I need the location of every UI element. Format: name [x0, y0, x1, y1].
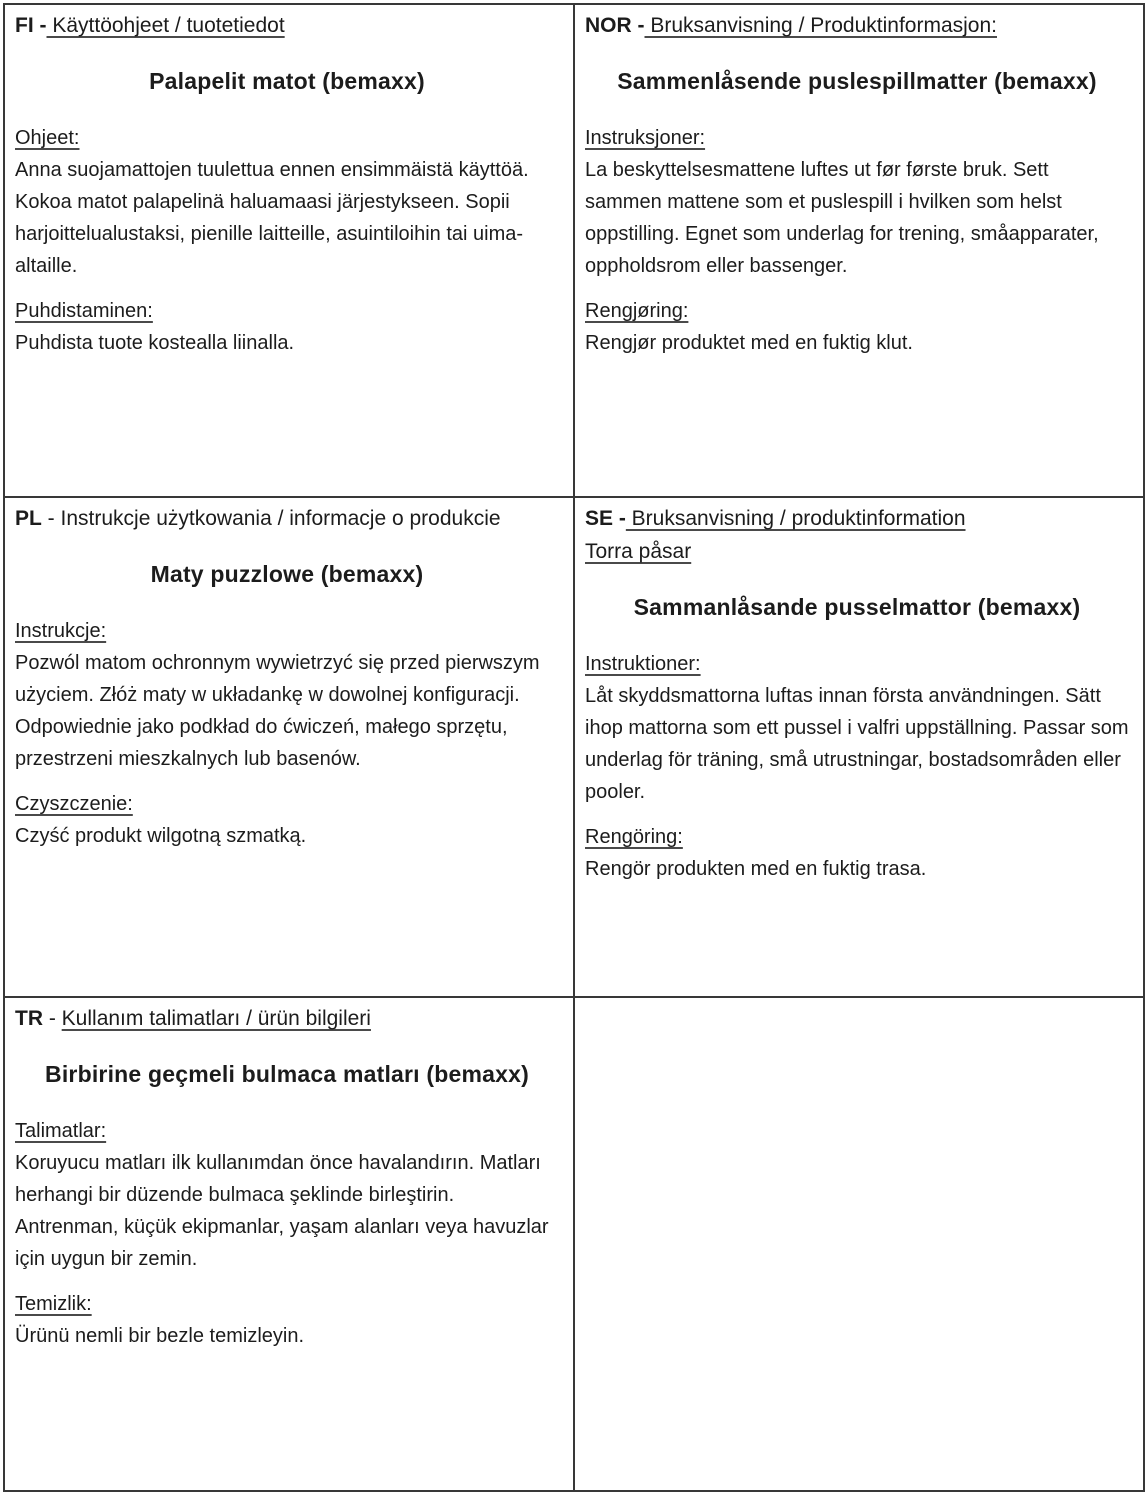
- section-body: Rengjør produktet med en fuktig klut.: [585, 332, 913, 354]
- lang-code-se: SE -: [585, 507, 626, 530]
- cell-nor: [575, 5, 1143, 498]
- instructions-section: [15, 122, 559, 282]
- section-label: Rengöring:: [585, 826, 683, 848]
- section-label: Czyszczenie:: [15, 793, 133, 815]
- section-body: Ürünü nemli bir bezle temizleyin.: [15, 1325, 305, 1347]
- product-title-fi: Palapelit matot (bemaxx): [149, 68, 425, 94]
- lang-code-tr: TR: [15, 1007, 43, 1030]
- lang-code-fi: FI -: [15, 14, 47, 37]
- section-body: Koruyucu matları ilk kullanımdan önce havalandırın. Matları herhangi bir düzende bulmaca şeklinde birleştirin. Antrenman, küçük ekipmanlar, yaşam alanları veya havuzlar için uygun bir zemin.: [15, 1152, 549, 1270]
- instruction-sheet-table: [3, 3, 1145, 1492]
- cell-nor-header: [585, 9, 1129, 42]
- cleaning-section: [15, 295, 559, 359]
- section-body: Czyść produkt wilgotną szmatką.: [15, 825, 307, 847]
- header-text: Kullanım talimatları / ürün bilgileri: [61, 1007, 371, 1030]
- section-label: Temizlik:: [15, 1293, 92, 1315]
- section-label: Talimatlar:: [15, 1120, 107, 1142]
- cell-pl-header: [15, 502, 559, 535]
- header-text: - Instrukcje użytkowania / informacje o produkcie: [41, 507, 501, 530]
- header-text: Käyttöohjeet / tuotetiedot: [46, 14, 285, 37]
- cell-pl: [5, 498, 575, 998]
- section-label: Ohjeet:: [15, 127, 80, 149]
- cleaning-section: [585, 821, 1129, 885]
- cell-se-header: [585, 502, 1129, 568]
- section-body: Anna suojamattojen tuulettua ennen ensimmäistä käyttöä. Kokoa matot palapelinä haluamaasi järjestykseen. Sopii harjoittelualustaksi, pienille laitteille, asuintiloihin tai uima-altaille.: [15, 159, 529, 277]
- product-title-se: Sammanlåsande pusselmattor (bemaxx): [633, 594, 1081, 620]
- header-line: [585, 9, 1129, 42]
- instructions-section: [15, 1115, 559, 1275]
- header-separator: -: [43, 1007, 62, 1030]
- section-body: La beskyttelsesmattene luftes ut før første bruk. Sett sammen mattene som et puslespill i hvilken som helst oppstilling. Egnet som underlag for trening, småapparater, oppholdsrom eller bassenger.: [585, 159, 1099, 277]
- section-label: Rengjøring:: [585, 300, 689, 322]
- section-body: Låt skyddsmattorna luftas innan första användningen. Sätt ihop mattorna som ett pussel i valfri uppställning. Passar som underlag för träning, små utrustningar, bostadsområden eller pooler.: [585, 685, 1129, 803]
- cell-se: [575, 498, 1143, 998]
- section-body: Rengör produkten med en fuktig trasa.: [585, 858, 927, 880]
- cell-empty: [575, 998, 1143, 1490]
- header-line: [585, 502, 1129, 535]
- cell-fi-header: [15, 9, 559, 42]
- header-line: [15, 1002, 559, 1035]
- section-label: Instrukcje:: [15, 620, 107, 642]
- section-label: Instruktioner:: [585, 653, 701, 675]
- section-body: Pozwól matom ochronnym wywietrzyć się przed pierwszym użyciem. Złóż maty w układankę w dowolnej konfiguracji. Odpowiednie jako podkład do ćwiczeń, małego sprzętu, przestrzeni mieszkalnych lub basenów.: [15, 652, 540, 770]
- section-label: Instruksjoner:: [585, 127, 706, 149]
- cleaning-section: [585, 295, 1129, 359]
- cleaning-section: [15, 1288, 559, 1352]
- instructions-section: [585, 648, 1129, 808]
- product-title-nor: Sammenlåsende puslespillmatter (bemaxx): [617, 68, 1097, 94]
- header-line: [15, 9, 559, 42]
- lang-code-nor: NOR -: [585, 14, 645, 37]
- section-label: Puhdistaminen:: [15, 300, 153, 322]
- lang-code-pl: PL: [15, 507, 42, 530]
- header-line: [15, 502, 559, 535]
- header-subline: Torra påsar: [585, 540, 692, 563]
- header-text: Bruksanvisning / Produktinformasjon:: [644, 14, 997, 37]
- header-text: Bruksanvisning / produktinformation: [625, 507, 966, 530]
- product-title-tr: Birbirine geçmeli bulmaca matları (bemaxx): [45, 1061, 529, 1087]
- cell-fi: [5, 5, 575, 498]
- cell-tr-header: [15, 1002, 559, 1035]
- instructions-section: [585, 122, 1129, 282]
- cleaning-section: [15, 788, 559, 852]
- section-body: Puhdista tuote kostealla liinalla.: [15, 332, 295, 354]
- instructions-section: [15, 615, 559, 775]
- product-title-pl: Maty puzzlowe (bemaxx): [150, 561, 424, 587]
- cell-tr: [5, 998, 575, 1490]
